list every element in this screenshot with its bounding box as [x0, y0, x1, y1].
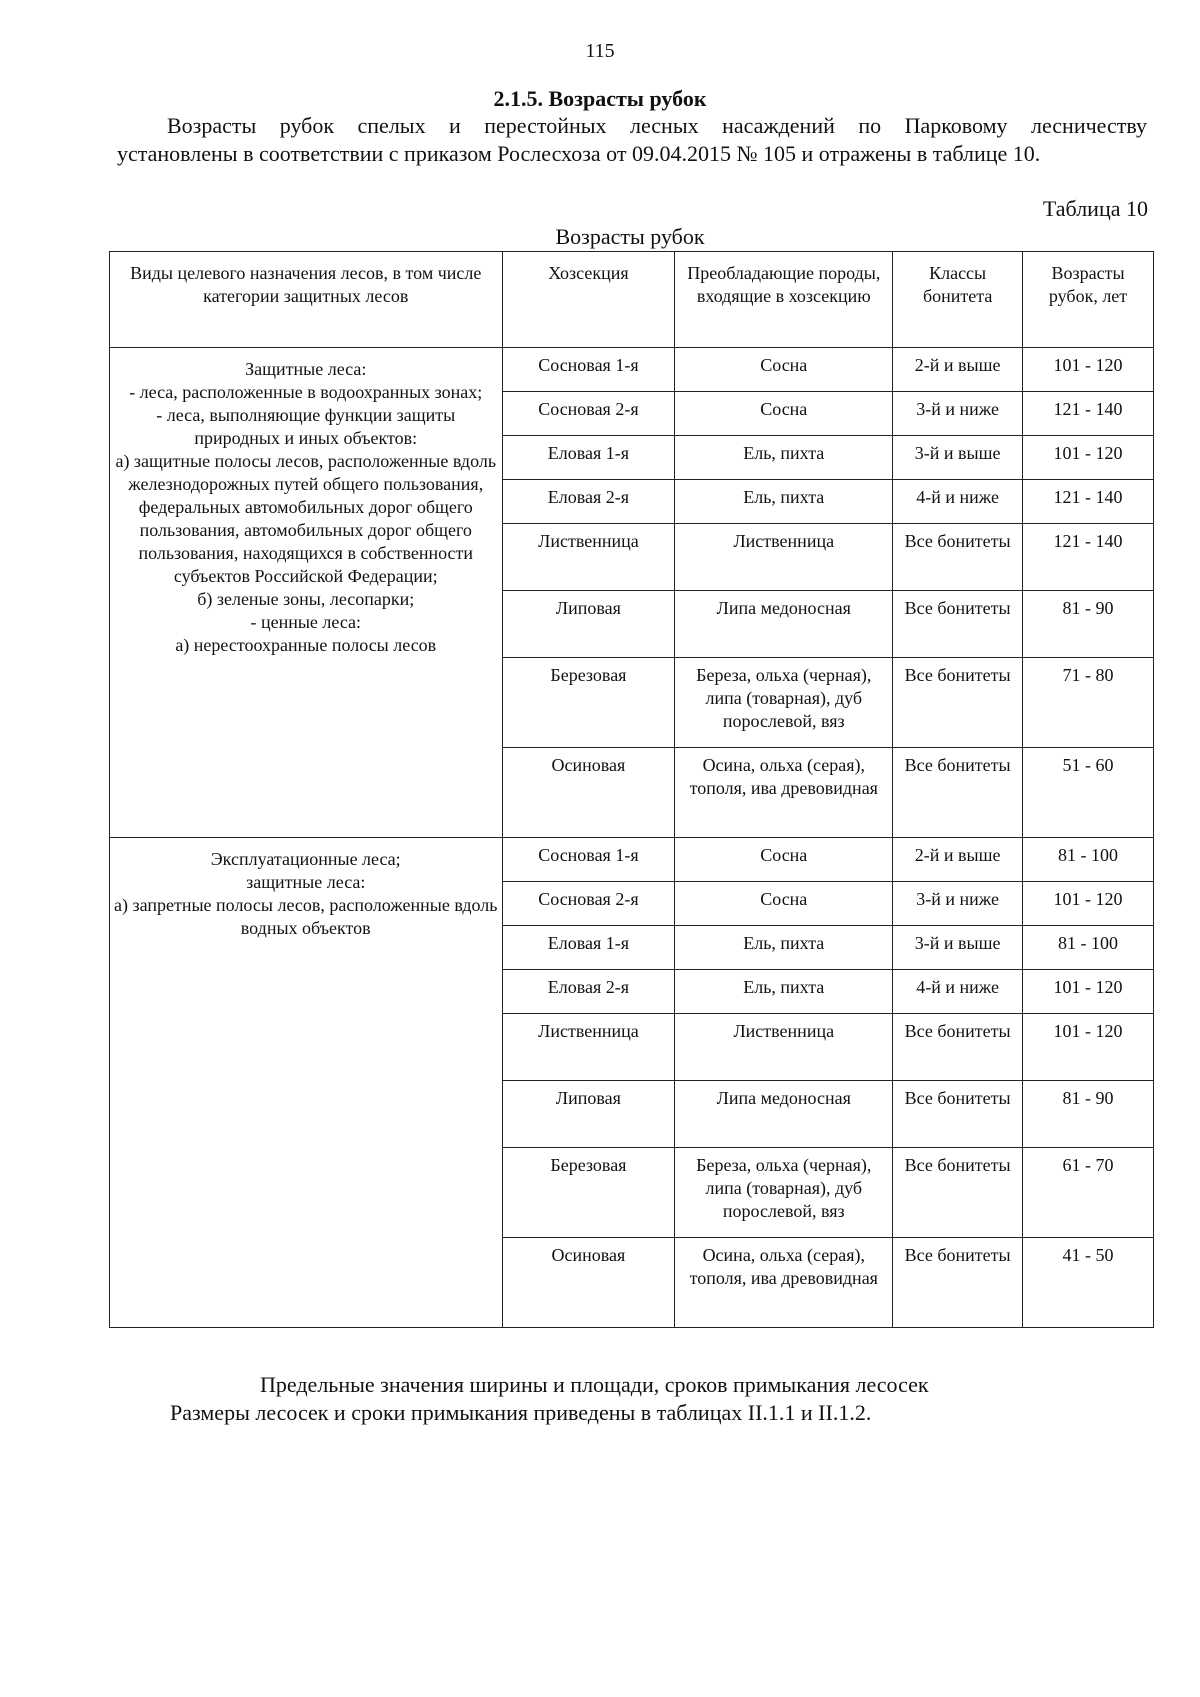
age-cell: 101 - 120	[1023, 348, 1154, 392]
section-cell: Липовая	[502, 1081, 675, 1148]
section-cell: Еловая 2-я	[502, 480, 675, 524]
species-cell: Ель, пихта	[675, 926, 893, 970]
age-cell: 121 - 140	[1023, 392, 1154, 436]
age-cell: 101 - 120	[1023, 970, 1154, 1014]
section-cell: Еловая 1-я	[502, 436, 675, 480]
purpose-line: б) зеленые зоны, лесопарки;	[197, 589, 415, 609]
bonitet-cell: 3-й и ниже	[893, 882, 1023, 926]
age-cell: 81 - 100	[1023, 926, 1154, 970]
table-row	[110, 838, 1154, 882]
species-cell: Осина, ольха (серая), тополя, ива древовидная	[675, 1238, 893, 1328]
species-cell: Лиственница	[675, 524, 893, 591]
table-title: Возрасты рубок	[555, 224, 705, 249]
age-cell: 101 - 120	[1023, 1014, 1154, 1081]
header-age: Возрасты рубок, лет	[1023, 252, 1154, 348]
bonitet-cell: 3-й и выше	[893, 436, 1023, 480]
intro-line-1: Возрасты рубок спелых и перестойных лесных насаждений по Парковому лесничеству	[167, 113, 1147, 138]
purpose-line: Эксплуатационные леса;	[210, 849, 401, 869]
purpose-line: защитные леса:	[246, 872, 366, 892]
bonitet-cell: Все бонитеты	[893, 658, 1023, 748]
species-cell: Ель, пихта	[675, 480, 893, 524]
species-cell: Ель, пихта	[675, 970, 893, 1014]
section-cell: Осиновая	[502, 1238, 675, 1328]
section-cell: Березовая	[502, 1148, 675, 1238]
footer-text: Размеры лесосек и сроки примыкания приведены в таблицах II.1.1 и II.1.2.	[170, 1400, 872, 1425]
section-heading: 2.1.5. Возрасты рубок	[493, 86, 707, 111]
species-cell: Лиственница	[675, 1014, 893, 1081]
cutting-ages-table	[109, 251, 1154, 1328]
intro-line-2: установлены в соответствии с приказом Рослесхоза от 09.04.2015 № 105 и отражены в таблице 10.	[117, 141, 1041, 166]
age-cell: 121 - 140	[1023, 480, 1154, 524]
purpose-cell	[110, 838, 503, 1328]
table-header-row	[110, 252, 1154, 348]
age-cell: 41 - 50	[1023, 1238, 1154, 1328]
species-cell: Липа медоносная	[675, 1081, 893, 1148]
purpose-line: а) нерестоохранные полосы лесов	[175, 635, 437, 655]
table-number: Таблица 10	[1042, 196, 1148, 221]
intro-paragraph	[117, 112, 1147, 168]
table-body	[110, 348, 1154, 1328]
bonitet-cell: Все бонитеты	[893, 1148, 1023, 1238]
section-cell: Сосновая 1-я	[502, 348, 675, 392]
header-section: Хозсекция	[502, 252, 675, 348]
purpose-line: - ценные леса:	[250, 612, 362, 632]
species-cell: Сосна	[675, 392, 893, 436]
bonitet-cell: 3-й и ниже	[893, 392, 1023, 436]
bonitet-cell: 3-й и выше	[893, 926, 1023, 970]
section-cell: Липовая	[502, 591, 675, 658]
section-cell: Сосновая 1-я	[502, 838, 675, 882]
section-cell: Лиственница	[502, 1014, 675, 1081]
section-cell: Сосновая 2-я	[502, 882, 675, 926]
bonitet-cell: Все бонитеты	[893, 1014, 1023, 1081]
header-bonitet: Классы бонитета	[893, 252, 1023, 348]
age-cell: 101 - 120	[1023, 436, 1154, 480]
purpose-line: а) запретные полосы лесов, расположенные вдоль водных объектов	[114, 895, 498, 938]
bonitet-cell: Все бонитеты	[893, 748, 1023, 838]
bonitet-cell: Все бонитеты	[893, 1081, 1023, 1148]
age-cell: 51 - 60	[1023, 748, 1154, 838]
species-cell: Береза, ольха (черная), липа (товарная), дуб порослевой, вяз	[675, 1148, 893, 1238]
bonitet-cell: Все бонитеты	[893, 591, 1023, 658]
age-cell: 81 - 90	[1023, 1081, 1154, 1148]
age-cell: 81 - 100	[1023, 838, 1154, 882]
species-cell: Ель, пихта	[675, 436, 893, 480]
species-cell: Сосна	[675, 838, 893, 882]
section-cell: Березовая	[502, 658, 675, 748]
section-cell: Сосновая 2-я	[502, 392, 675, 436]
species-cell: Сосна	[675, 882, 893, 926]
header-purpose: Виды целевого назначения лесов, в том числе категории защитных лесов	[110, 252, 503, 348]
purpose-line: - леса, расположенные в водоохранных зонах;	[129, 382, 483, 402]
bonitet-cell: 2-й и выше	[893, 348, 1023, 392]
species-cell: Сосна	[675, 348, 893, 392]
bonitet-cell: 4-й и ниже	[893, 970, 1023, 1014]
header-species: Преобладающие породы, входящие в хозсекцию	[675, 252, 893, 348]
purpose-line: а) защитные полосы лесов, расположенные вдоль железнодорожных путей общего пользования, федеральных автомобильных дорог общего пользования, автомобильных дорог общего пользования, находящихся в собственности субъектов Российской Федерации;	[115, 451, 497, 586]
age-cell: 61 - 70	[1023, 1148, 1154, 1238]
age-cell: 101 - 120	[1023, 882, 1154, 926]
section-cell: Лиственница	[502, 524, 675, 591]
age-cell: 81 - 90	[1023, 591, 1154, 658]
bonitet-cell: 4-й и ниже	[893, 480, 1023, 524]
age-cell: 121 - 140	[1023, 524, 1154, 591]
bonitet-cell: Все бонитеты	[893, 524, 1023, 591]
species-cell: Осина, ольха (серая), тополя, ива древовидная	[675, 748, 893, 838]
bonitet-cell: Все бонитеты	[893, 1238, 1023, 1328]
table-row	[110, 348, 1154, 392]
bonitet-cell: 2-й и выше	[893, 838, 1023, 882]
purpose-line: - леса, выполняющие функции защиты природных и иных объектов:	[156, 405, 456, 448]
section-cell: Еловая 2-я	[502, 970, 675, 1014]
age-cell: 71 - 80	[1023, 658, 1154, 748]
page-number: 115	[585, 40, 615, 62]
species-cell: Липа медоносная	[675, 591, 893, 658]
footer-title: Предельные значения ширины и площади, сроков примыкания лесосек	[260, 1372, 929, 1397]
section-cell: Осиновая	[502, 748, 675, 838]
species-cell: Береза, ольха (черная), липа (товарная), дуб порослевой, вяз	[675, 658, 893, 748]
purpose-line: Защитные леса:	[245, 359, 367, 379]
purpose-cell	[110, 348, 503, 838]
section-cell: Еловая 1-я	[502, 926, 675, 970]
